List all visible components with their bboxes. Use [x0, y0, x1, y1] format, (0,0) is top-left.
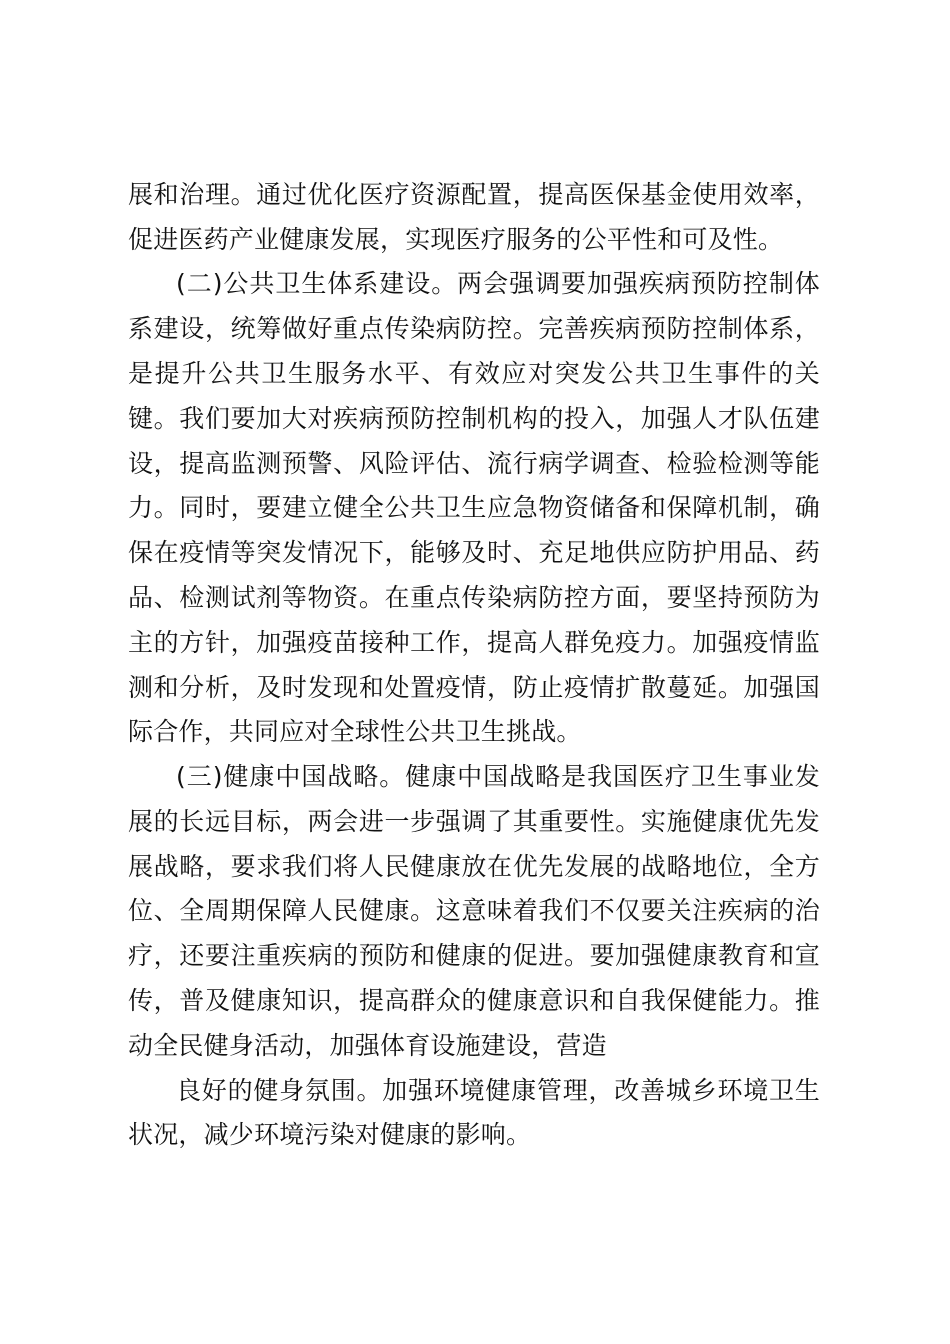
- text-line: 展战略，要求我们将人民健康放在优先发展的战略地位，全方: [128, 852, 820, 881]
- text-line: 良好的健身氛围。加强环境健康管理，改善城乡环境卫生: [176, 1076, 820, 1105]
- text-line: 主的方针，加强疫苗接种工作，提高人群免疫力。加强疫情监: [128, 628, 820, 657]
- text-line: 设，提高监测预警、风险评估、流行病学调查、检验检测等能: [128, 449, 820, 478]
- section-heading-line: (二)公共卫生体系建设。两会强调要加强疾病预防控制体: [176, 269, 820, 298]
- text-line: 测和分析，及时发现和处置疫情，防止疫情扩散蔓延。加强国: [128, 673, 820, 702]
- text-line: 展的长远目标，两会进一步强调了其重要性。实施健康优先发: [128, 807, 820, 836]
- text-line: 际合作，共同应对全球性公共卫生挑战。: [128, 717, 582, 746]
- text-line: 位、全周期保障人民健康。这意味着我们不仅要关注疾病的治: [128, 896, 820, 925]
- text-line: 疗，还要注重疾病的预防和健康的促进。要加强健康教育和宣: [128, 941, 820, 970]
- text-line: 系建设，统筹做好重点传染病防控。完善疾病预防控制体系，: [128, 314, 820, 343]
- text-line: 促进医药产业健康发展，实现医疗服务的公平性和可及性。: [128, 225, 784, 254]
- text-line: 展和治理。通过优化医疗资源配置，提高医保基金使用效率，: [128, 180, 820, 209]
- text-line: 保在疫情等突发情况下，能够及时、充足地供应防护用品、药: [128, 538, 820, 567]
- text-line: 品、检测试剂等物资。在重点传染病防控方面，要坚持预防为: [128, 583, 820, 612]
- text-line: 动全民健身活动，加强体育设施建设，营造: [128, 1031, 607, 1060]
- text-line: 传，普及健康知识，提高群众的健康意识和自我保健能力。推: [128, 986, 820, 1015]
- text-line: 键。我们要加大对疾病预防控制机构的投入，加强人才队伍建: [128, 404, 820, 433]
- text-line: 是提升公共卫生服务水平、有效应对突发公共卫生事件的关: [128, 359, 820, 388]
- section-heading-line: (三)健康中国战略。健康中国战略是我国医疗卫生事业发: [176, 762, 820, 791]
- text-line: 力。同时，要建立健全公共卫生应急物资储备和保障机制，确: [128, 493, 820, 522]
- text-line: 状况，减少环境污染对健康的影响。: [128, 1120, 532, 1149]
